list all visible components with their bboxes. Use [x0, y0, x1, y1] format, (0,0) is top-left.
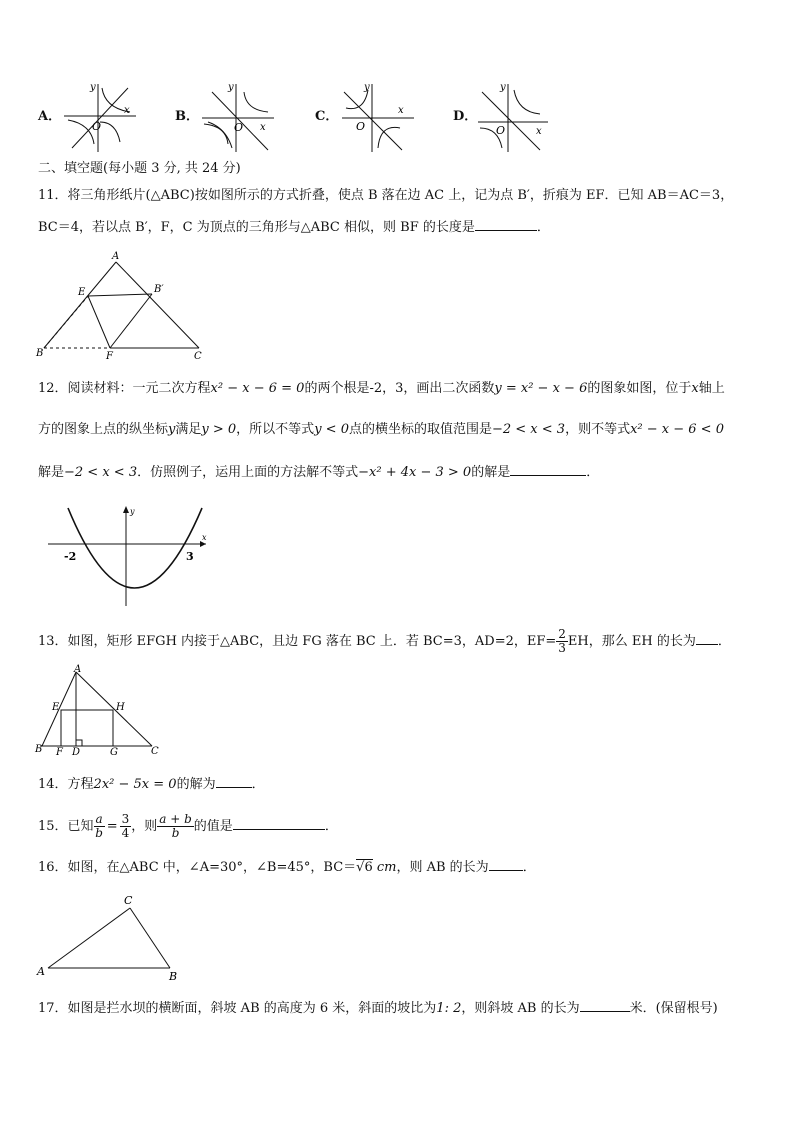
- q15-end: ．: [324, 819, 338, 834]
- q13-end: ．: [717, 634, 731, 649]
- q12-line3: [38, 463, 599, 482]
- axis-x-label: x: [536, 126, 542, 137]
- q13-label-f: F: [56, 747, 63, 758]
- q15-equals: =: [106, 819, 118, 834]
- q15-text: 的值是: [193, 819, 233, 834]
- q12-text: ，则不等式: [565, 422, 631, 437]
- q14-text: 14．方程: [38, 777, 94, 792]
- q14-answer-blank[interactable]: [216, 775, 252, 788]
- q13-denominator: 3: [558, 641, 566, 655]
- axis-x-label: x: [260, 122, 266, 133]
- axis-y-label: y: [500, 82, 506, 93]
- origin-label: O: [92, 120, 102, 133]
- q13-answer-blank[interactable]: [696, 632, 718, 645]
- q16-end: ．: [522, 860, 536, 875]
- q13-figure: [34, 664, 164, 756]
- q15-fraction-34: [120, 813, 132, 840]
- q12-range: −2 < x < 3: [491, 422, 566, 437]
- q11-text: BC＝4，若以点 B′，F，C 为顶点的三角形与△ABC 相似，则 BF 的长度是: [38, 220, 475, 235]
- q11-label-f: F: [106, 351, 113, 362]
- axis-y-label: y: [228, 82, 234, 93]
- origin-label: O: [356, 120, 366, 133]
- q12-text: 的解是: [471, 465, 511, 480]
- q15-text: 15．已知: [38, 819, 94, 834]
- q14-end: ．: [251, 777, 265, 792]
- q15-answer-blank[interactable]: [233, 817, 325, 830]
- q11-figure: [34, 250, 214, 360]
- axis-y-label: y: [90, 82, 96, 93]
- q14-text: 的解为: [176, 777, 216, 792]
- q11-end: ．: [536, 220, 550, 235]
- origin-label: O: [496, 124, 506, 137]
- q15-text: ，则: [131, 819, 158, 834]
- q12-text: 点的横坐标的取值范围是: [348, 422, 492, 437]
- q15-fraction-ab: [94, 813, 105, 840]
- q12-ineq: y < 0: [314, 422, 349, 437]
- option-a-graph[interactable]: [60, 82, 140, 154]
- q15-fraction-sum: [157, 813, 194, 840]
- q13-label-h: H: [116, 702, 125, 713]
- q11-label-a: A: [112, 251, 120, 262]
- q12-equation: x² − x − 6 = 0: [210, 381, 305, 396]
- q15-num: a: [95, 812, 103, 826]
- q12-ineq: y > 0: [201, 422, 237, 437]
- q17-text: 17．如图是拦水坝的横断面，斜坡 AB 的高度为 6 米，斜面的坡比为: [38, 1001, 437, 1016]
- option-a-label[interactable]: A．: [38, 109, 62, 124]
- q11-label-c: C: [194, 351, 202, 362]
- section-title: 二、填空题(每小题 3 分, 共 24 分): [38, 161, 241, 176]
- q16-sqrt: √6: [356, 860, 373, 875]
- q12-label-x: x: [202, 533, 207, 542]
- q12-var-x: x: [691, 381, 699, 396]
- q12-function: y = x² − x − 6: [494, 381, 588, 396]
- q14-line: [38, 775, 265, 794]
- q12-line1: [38, 380, 725, 398]
- q13-label-c: C: [151, 746, 159, 757]
- q16-label-c: C: [124, 894, 133, 907]
- q13-text: 13．如图，矩形 EFGH 内接于△ABC，且边 FG 落在 BC 上．若 BC=3，AD=2，EF=: [38, 634, 557, 649]
- option-d-label[interactable]: D．: [453, 109, 478, 124]
- q12-text: 轴上: [698, 381, 725, 396]
- q12-label-3: 3: [186, 550, 194, 563]
- q16-label-a: A: [37, 965, 45, 978]
- q15-den: 4: [121, 826, 130, 840]
- q17-ratio: 1: 2: [436, 1001, 462, 1016]
- q13-label-b: B: [35, 744, 43, 755]
- q13-label-e: E: [52, 702, 60, 713]
- q16-line: [38, 858, 536, 877]
- q12-text: 12．阅读材料：一元二次方程: [38, 381, 211, 396]
- q15-num: 3: [121, 812, 130, 826]
- q12-answer-blank[interactable]: [510, 463, 586, 476]
- q16-text: 16．如图，在△ABC 中，∠A=30°，∠B=45°，BC＝: [38, 860, 357, 875]
- q12-text: 满足: [175, 422, 202, 437]
- q16-answer-blank[interactable]: [489, 858, 523, 871]
- q15-num: a + b: [159, 812, 192, 826]
- q12-text: ，所以不等式: [236, 422, 315, 437]
- q12-text: ．仿照例子，运用上面的方法解不等式: [137, 465, 359, 480]
- q11-text-line1: 11．将三角形纸片(△ABC)按如图所示的方式折叠，使点 B 落在边 AC 上，记为点 B′，折痕为 EF．已知 AB＝AC＝3，: [38, 188, 734, 203]
- q12-line2: [38, 421, 724, 439]
- q11-label-e: E: [78, 287, 86, 298]
- q12-ineq: x² − x − 6 < 0: [630, 422, 724, 437]
- q13-label-d: D: [72, 747, 81, 758]
- q17-answer-blank[interactable]: [580, 999, 630, 1012]
- q11-label-bprime: B′: [154, 284, 164, 295]
- option-c-graph[interactable]: [338, 82, 418, 154]
- q12-parabola-figure: [46, 502, 216, 612]
- q12-end: ．: [586, 465, 600, 480]
- axis-y-label: y: [364, 82, 370, 93]
- q13-line: [38, 628, 731, 655]
- option-b-graph[interactable]: [198, 82, 278, 154]
- q13-numerator: 2: [558, 627, 566, 641]
- q16-label-b: B: [169, 970, 178, 983]
- q15-line: [38, 813, 338, 840]
- origin-label: O: [234, 121, 244, 134]
- q11-answer-blank[interactable]: [475, 218, 537, 231]
- q12-text: 解是: [38, 465, 65, 480]
- option-d-graph[interactable]: [474, 82, 554, 154]
- q17-line: [38, 999, 718, 1018]
- q17-text: 米．(保留根号): [629, 1001, 718, 1016]
- q12-label-minus2: -2: [64, 550, 77, 563]
- q12-text: 方的图象上点的纵坐标: [38, 422, 169, 437]
- axis-x-label: x: [398, 105, 404, 116]
- q14-equation: 2x² − 5x = 0: [93, 777, 177, 792]
- q16-sqrt-value: 6: [364, 860, 373, 875]
- q13-fraction: [556, 628, 568, 655]
- q11-text-line2: [38, 218, 550, 237]
- q13-label-g: G: [110, 747, 118, 758]
- q15-den: b: [171, 826, 180, 840]
- q17-text: ，则斜坡 AB 的长为: [461, 1001, 580, 1016]
- q16-text: ，则 AB 的长为: [396, 860, 489, 875]
- q15-den: b: [95, 826, 103, 840]
- option-b-label[interactable]: B．: [175, 109, 199, 124]
- q16-figure: [34, 890, 184, 985]
- q12-text: 的图象如图，位于: [587, 381, 692, 396]
- q11-label-b: B: [36, 348, 44, 359]
- q12-text: 的两个根是-2，3，画出二次函数: [304, 381, 495, 396]
- option-c-label[interactable]: C．: [315, 109, 339, 124]
- axis-x-label: x: [124, 105, 130, 116]
- q13-text: EH，那么 EH 的长为: [567, 634, 696, 649]
- q12-ineq: −x² + 4x − 3 > 0: [358, 465, 472, 480]
- q12-var-y: y: [168, 422, 176, 437]
- q16-unit: cm: [372, 860, 397, 875]
- q12-range: −2 < x < 3: [64, 465, 138, 480]
- q13-label-a: A: [74, 664, 82, 675]
- q12-label-y: y: [130, 507, 135, 516]
